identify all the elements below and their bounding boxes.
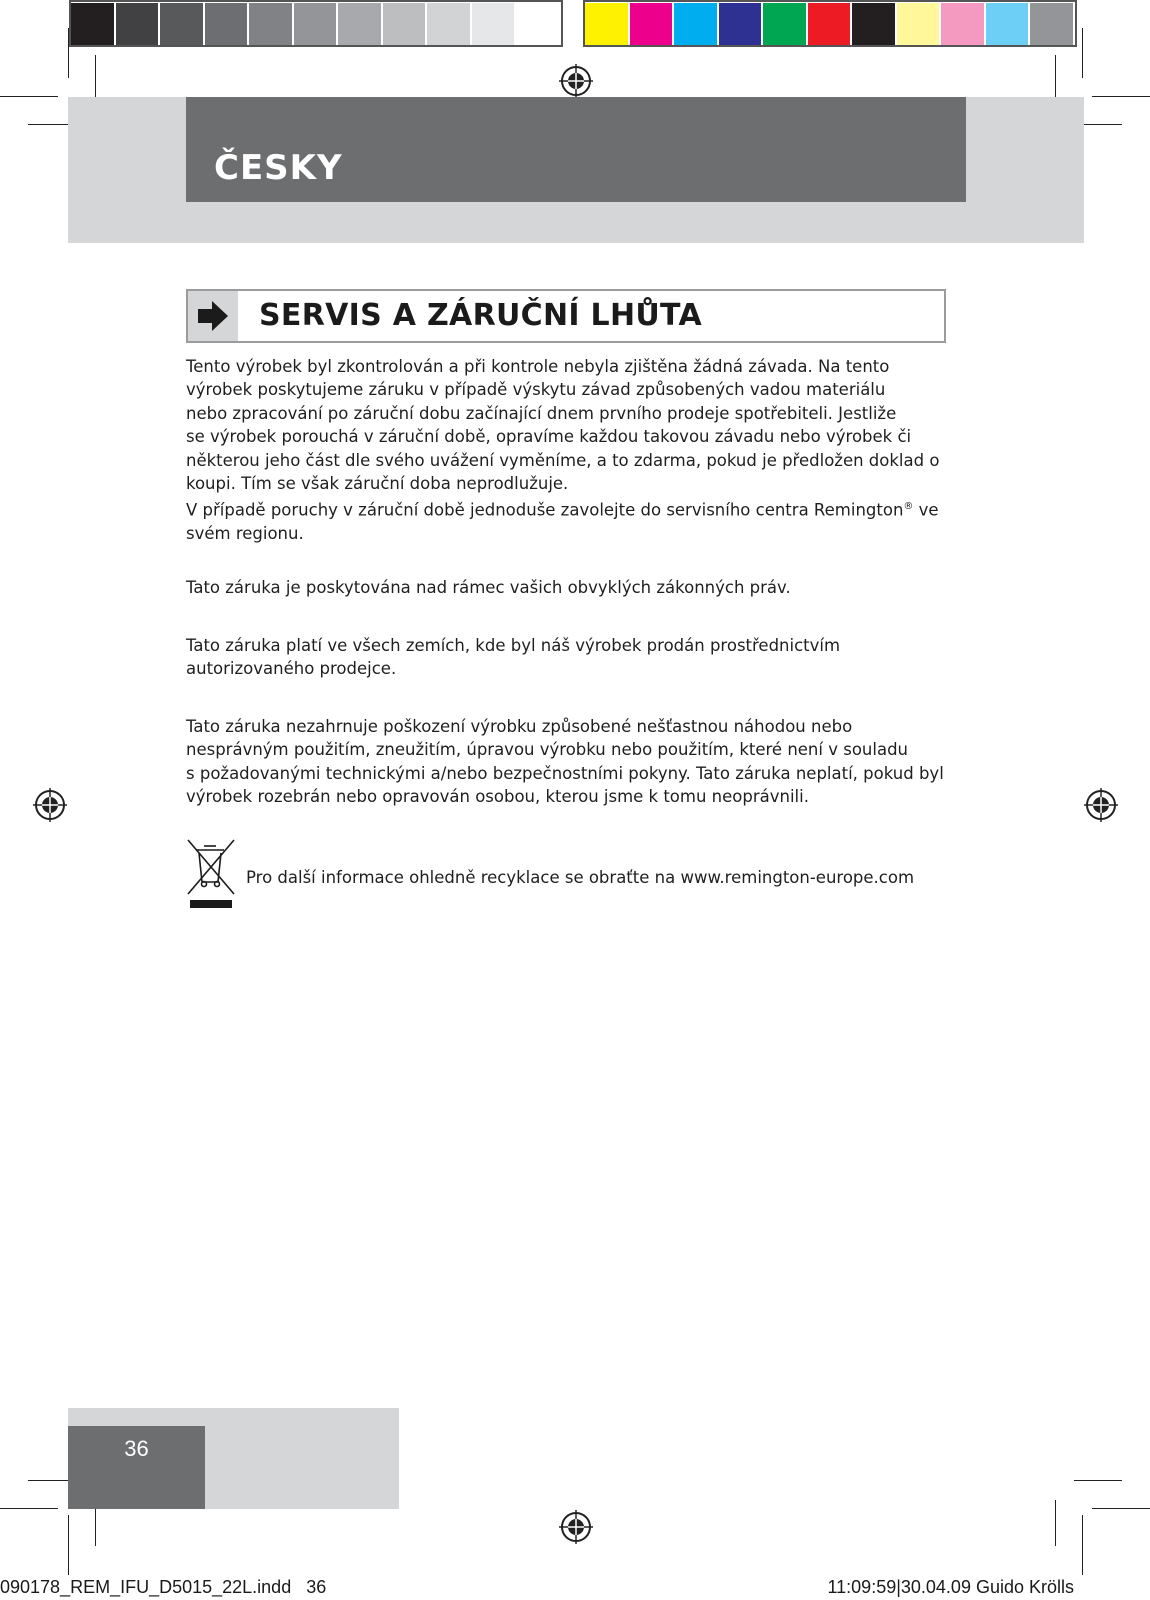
warranty-paragraph-3 bbox=[186, 634, 946, 681]
registration-mark-icon bbox=[559, 1510, 593, 1544]
text-line: nesprávným použitím, zneužitím, úpravou výrobku nebo použitím, které není v souladu bbox=[186, 740, 908, 760]
registered-mark: ® bbox=[903, 501, 914, 513]
page-number: 36 bbox=[124, 1436, 149, 1461]
text-line: Tato záruka nezahrnuje poškození výrobku způsobené nešťastnou náhodou nebo bbox=[186, 717, 853, 736]
text-line: se výrobek porouchá v záruční době, opravíme každou takovou závadu nebo výrobek či bbox=[186, 427, 912, 447]
text-line: Tato záruka platí ve všech zemích, kde byl náš výrobek prodán prostřednictvím bbox=[186, 636, 841, 655]
gray-swatch bbox=[294, 3, 337, 45]
crossed-out-bin-icon bbox=[184, 838, 238, 910]
section-title: SERVIS A ZÁRUČNÍ LHŮTA bbox=[259, 298, 702, 333]
gray-swatch bbox=[383, 3, 426, 45]
text-line: autorizovaného prodejce. bbox=[186, 659, 397, 679]
print-slug-file: 090178_REM_IFU_D5015_22L.indd 36 bbox=[0, 1577, 327, 1597]
gray-swatch bbox=[71, 3, 114, 45]
text-line: Tento výrobek byl zkontrolován a při kontrole nebyla zjištěna žádná závada. Na tento bbox=[186, 357, 890, 376]
color-swatch bbox=[1030, 3, 1073, 45]
color-swatch bbox=[808, 3, 851, 45]
gray-swatch bbox=[116, 3, 159, 45]
text-line: výrobek rozebrán nebo opravován osobou, kterou jsme k tomu neoprávnili. bbox=[186, 787, 809, 807]
arrow-right-icon bbox=[188, 291, 238, 341]
gray-swatch bbox=[338, 3, 381, 45]
color-swatch bbox=[897, 3, 940, 45]
section-heading-icon-cell bbox=[188, 291, 238, 341]
text-line: s požadovanými technickými a/nebo bezpečnostními pokyny. Tato záruka neplatí, pokud byl bbox=[186, 763, 944, 783]
warranty-paragraph-1 bbox=[186, 355, 946, 546]
gray-swatch bbox=[205, 3, 248, 45]
color-swatch bbox=[719, 3, 762, 45]
color-swatch bbox=[630, 3, 673, 45]
registration-mark-icon bbox=[1084, 788, 1118, 822]
language-title: ČESKY bbox=[214, 148, 343, 188]
text-line: svém regionu. bbox=[186, 524, 304, 544]
color-swatch bbox=[941, 3, 984, 45]
warranty-paragraph-2: Tato záruka je poskytována nad rámec vašich obvyklých zákonných práv. bbox=[186, 578, 791, 597]
text-line: výrobek poskytujeme záruku v případě výskytu závad způsobených vadou materiálu bbox=[186, 380, 886, 400]
color-swatch bbox=[585, 3, 628, 45]
text-line: některou jeho část dle svého uvážení vyměníme, a to zdarma, pokud je předložen doklad o bbox=[186, 450, 940, 470]
gray-swatch bbox=[160, 3, 203, 45]
gray-swatch bbox=[472, 3, 515, 45]
color-swatch bbox=[986, 3, 1029, 45]
gray-swatch bbox=[427, 3, 470, 45]
service-text: V případě poruchy v záruční době jednoduše zavolejte do servisního centra Remington bbox=[186, 500, 904, 520]
warranty-paragraph-4 bbox=[186, 715, 946, 809]
color-swatch bbox=[674, 3, 717, 45]
text-line bbox=[186, 495, 946, 522]
service-text-end: ve bbox=[913, 500, 939, 520]
recycling-info-text: Pro další informace ohledně recyklace se obraťte na www.remington-europe.com bbox=[246, 868, 915, 887]
print-slug-timestamp: 11:09:59|30.04.09 Guido Krölls bbox=[827, 1577, 1074, 1597]
color-swatch bbox=[763, 3, 806, 45]
color-swatch bbox=[852, 3, 895, 45]
text-line: nebo zpracování po záruční dobu začínající dnem prvního prodeje spotřebiteli. Jestliže bbox=[186, 403, 897, 423]
registration-mark-icon bbox=[33, 788, 67, 822]
gray-swatch bbox=[249, 3, 292, 45]
text-line: koupi. Tím se však záruční doba neprodlužuje. bbox=[186, 474, 569, 494]
registration-mark-icon bbox=[559, 64, 593, 98]
gray-swatch bbox=[516, 3, 559, 45]
